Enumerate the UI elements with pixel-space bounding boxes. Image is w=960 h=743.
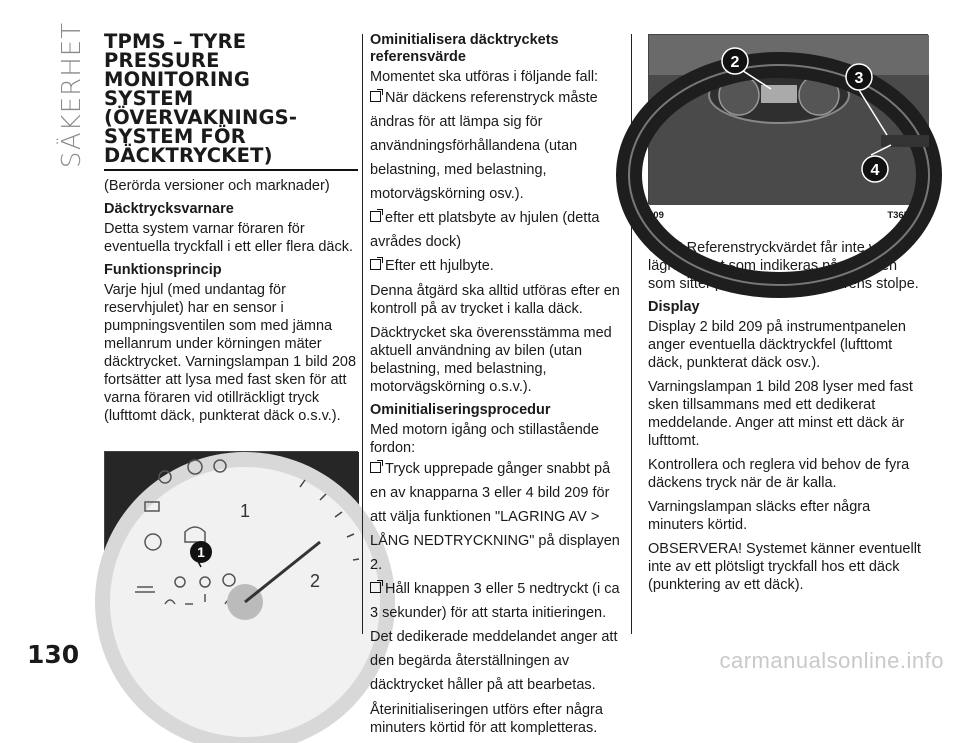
- column-1: [104, 32, 358, 638]
- checkbox-bullet-icon: [370, 91, 381, 102]
- heading-procedure: Ominitialiseringsprocedur: [370, 402, 551, 418]
- heading-display: Display: [648, 299, 700, 315]
- list-item: Håll knappen 3 eller 5 nedtryckt (i ca 3 sekunder) för att starta initieringen. Det dedikerade meddelandet anger att den begärda återställningen av däcktrycket håller på att bearbetas.: [370, 581, 620, 693]
- checkbox-bullet-icon: [370, 211, 381, 222]
- column-3: [648, 32, 928, 600]
- paragraph: OBSERVERA! Systemet känner eventuellt inte av ett plötsligt tryckfall hos ett däck (punktering av ett däck).: [648, 541, 921, 593]
- paragraph: Med motorn igång och stillastående fordon:: [370, 422, 599, 456]
- gauge-illustration: [105, 452, 359, 618]
- section-title: TPMS – TYRE PRESSURE MONITORING SYSTEM (ÖVERVAKNINGS- SYSTEM FÖR DÄCKTRYCKET): [104, 32, 358, 171]
- list-item: Efter ett hjulbyte.: [370, 254, 620, 278]
- column-divider: [362, 34, 363, 634]
- instrument-display: [761, 85, 797, 103]
- paragraph: Detta system varnar föraren för eventuella tryckfall i ett eller flera däck.: [104, 221, 354, 255]
- gauge-number: 2: [310, 571, 321, 591]
- list-item: efter ett platsbyte av hjulen (detta avrådes dock): [370, 210, 600, 250]
- checkbox-bullet-icon: [370, 582, 381, 593]
- heading-reinitialise: Ominitialisera däcktryckets referensvärde: [370, 32, 559, 65]
- paragraph: Varningslampan 1 bild 208 lyser med fast sken tillsammans med ett dedikerat meddelande. Anger att minst ett däck är lufttomt.: [648, 379, 913, 449]
- control-stalk: [881, 135, 929, 147]
- paragraph: OBS! Referenstryckvärdet får inte vara lägre än det som indikeras på etiketten som sitter på sidan av förardörrens stolpe.: [648, 240, 919, 292]
- paragraph: Denna åtgärd ska alltid utföras efter en kontroll på av trycket i kalla däck.: [370, 283, 620, 317]
- paragraph: Varje hjul (med undantag för reservhjulet) har en sensor i pumpningsventilen som med jämna mellanrum under körningen mäter däcktrycket. Varningslampan 1 bild 208 fortsätter att lysa med fast sken för att varna föraren vid otillräckligt tryck (lufttomt däck, punkterat däck o.s.v.).: [104, 282, 357, 424]
- paragraph: Display 2 bild 209 på instrumentpanelen anger eventuella däcktryckfel (lufttomt däck, punkterat däck osv.).: [648, 319, 906, 371]
- figure-209: [648, 34, 928, 204]
- svg-text:1: 1: [197, 544, 205, 560]
- checkbox-bullet-icon: [370, 462, 381, 473]
- section-side-label: SÄKERHET: [57, 21, 87, 169]
- list-item: Tryck upprepade gånger snabbt på en av knapparna 3 eller 4 bild 209 för att välja funktionen "LAGRING AV > LÅNG NEDTRYCKNING" på displayen 2.: [370, 461, 620, 573]
- watermark: carmanualsonline.info: [719, 648, 944, 673]
- svg-text:4: 4: [870, 162, 880, 179]
- paragraph: Återinitialiseringen utförs efter några minuters körtid för att kompletteras.: [370, 702, 603, 736]
- paragraph: Kontrollera och reglera vid behov de fyra däckens tryck när de är kalla.: [648, 457, 910, 491]
- figure-caption-209: 209 T36518-2: [648, 210, 928, 221]
- intro-text: (Berörda versioner och marknader): [104, 178, 330, 194]
- list-item: När däckens referenstryck måste ändras för att lämpa sig för användningsförhållandena (utan belastning, med belastning, motorvägskörning osv.).: [370, 90, 598, 202]
- paragraph: Däcktrycket ska överensstämma med aktuell användning av bilen (utan belastning, med belastning, motorvägskörning o.s.v.).: [370, 325, 612, 395]
- heading-tyre-warning: Däcktrycksvarnare: [104, 201, 234, 217]
- paragraph: Momentet ska utföras i följande fall:: [370, 69, 599, 85]
- steering-wheel-illustration: [649, 35, 929, 205]
- heading-principle: Funktionsprincip: [104, 262, 222, 278]
- column-2: [370, 32, 620, 743]
- checkbox-bullet-icon: [370, 259, 381, 270]
- svg-text:3: 3: [854, 70, 864, 87]
- figure-208: [104, 451, 358, 617]
- paragraph: Varningslampan släcks efter några minuters körtid.: [648, 499, 871, 533]
- svg-text:2: 2: [730, 54, 740, 71]
- page-number: 130: [27, 640, 80, 669]
- gauge-number: 1: [240, 501, 251, 521]
